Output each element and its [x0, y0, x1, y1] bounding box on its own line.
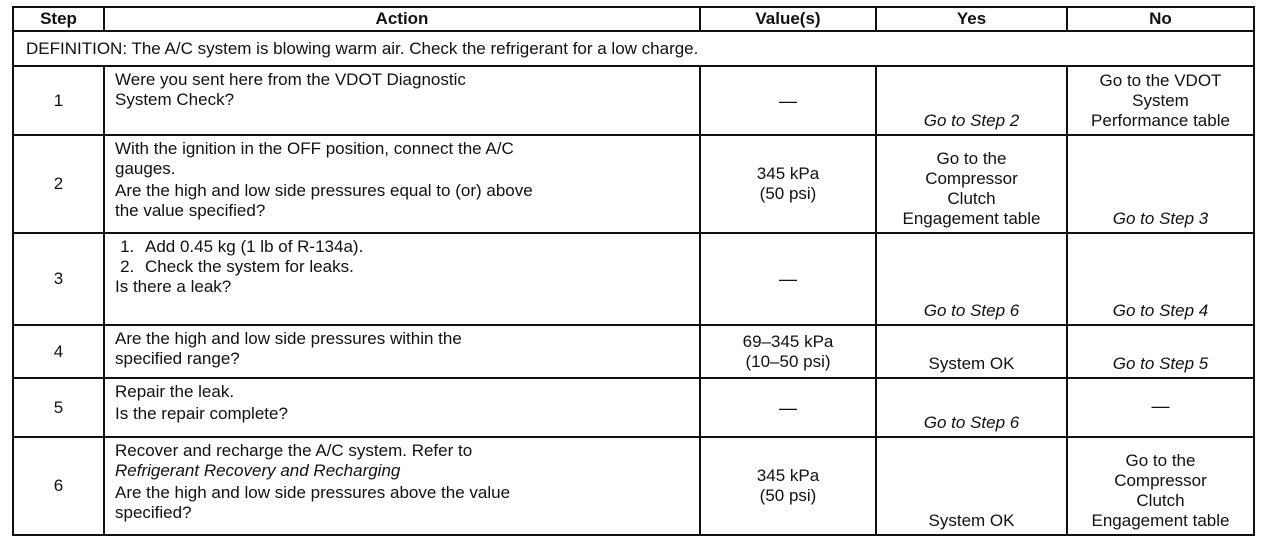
question-line: specified? [115, 503, 192, 523]
header-action: Action [104, 7, 700, 31]
action-line: gauges. [115, 159, 176, 179]
yes-cell: Go to Step 2 [876, 66, 1067, 135]
no-cell: Go to Step 4 [1067, 233, 1254, 325]
action-line: specified range? [115, 349, 240, 368]
step-number: 5 [13, 378, 104, 437]
header-row [13, 7, 1254, 31]
action-cell [104, 233, 700, 325]
no-cell: Go to Step 5 [1067, 325, 1254, 378]
no-line: Clutch [1136, 491, 1185, 510]
value-cell [700, 135, 876, 233]
value-line: 69–345 kPa [742, 331, 834, 351]
no-line: Go to the VDOT [1099, 71, 1222, 91]
action-cell [104, 135, 700, 233]
yes-line: Engagement table [902, 209, 1041, 229]
action-cell [104, 378, 700, 437]
step-number: 4 [13, 325, 104, 378]
definition-row [13, 31, 1254, 66]
yes-cell: System OK [876, 325, 1067, 378]
list-item: 2. Check the system for leaks. [139, 257, 691, 277]
no-cell: — [1067, 378, 1254, 437]
yes-line: Compressor [925, 169, 1018, 189]
question-line: the value specified? [115, 201, 266, 221]
value-cell [700, 437, 876, 535]
table-row [13, 233, 1254, 325]
no-line: Go to the [1125, 451, 1196, 470]
definition-text: DEFINITION: The A/C system is blowing warm air. Check the refrigerant for a low charge. [13, 31, 1254, 66]
list-item: 1. Add 0.45 kg (1 lb of R-134a). [139, 237, 691, 257]
no-cell [1067, 66, 1254, 135]
question-line: Is the repair complete? [115, 404, 288, 423]
header-step: Step [13, 7, 104, 31]
header-yes: Yes [876, 7, 1067, 31]
no-cell: Go to Step 3 [1067, 135, 1254, 233]
value-line: 345 kPa [756, 466, 820, 486]
table-row [13, 66, 1254, 135]
value-cell: — [700, 66, 876, 135]
table-row [13, 135, 1254, 233]
procedure-list [115, 237, 691, 277]
no-cell [1067, 437, 1254, 535]
value-line: 345 kPa [756, 164, 820, 184]
no-line: Performance table [1091, 111, 1230, 131]
yes-cell: System OK [876, 437, 1067, 535]
step-number: 6 [13, 437, 104, 535]
step-number: 3 [13, 233, 104, 325]
yes-cell: Go to Step 6 [876, 378, 1067, 437]
value-line: (50 psi) [759, 184, 817, 204]
header-no: No [1067, 7, 1254, 31]
action-cell [104, 437, 700, 535]
no-line: System [1132, 91, 1189, 111]
question-line: Is there a leak? [115, 277, 232, 297]
yes-cell [876, 135, 1067, 233]
action-cell [104, 325, 700, 378]
diagnostic-table [12, 6, 1255, 536]
value-line: (10–50 psi) [745, 351, 831, 371]
action-line: Were you sent here from the VDOT Diagnostic [115, 70, 466, 90]
yes-line: Clutch [947, 189, 996, 209]
action-line: Are the high and low side pressures within the [115, 329, 462, 348]
question-line: Are the high and low side pressures equal to (or) above [115, 181, 533, 201]
yes-cell: Go to Step 6 [876, 233, 1067, 325]
action-line: With the ignition in the OFF position, connect the A/C [115, 139, 514, 159]
action-cell [104, 66, 700, 135]
yes-line: Go to the [936, 149, 1007, 169]
value-cell: — [700, 378, 876, 437]
action-line: System Check? [115, 90, 235, 110]
table-row [13, 378, 1254, 437]
action-line: Repair the leak. [115, 382, 235, 401]
header-values: Value(s) [700, 7, 876, 31]
step-number: 2 [13, 135, 104, 233]
value-line: (50 psi) [759, 486, 817, 506]
action-line: Recover and recharge the A/C system. Refer to [115, 441, 473, 461]
reference-link[interactable]: Refrigerant Recovery and Recharging [115, 461, 401, 481]
table-row [13, 325, 1254, 378]
table-row [13, 437, 1254, 535]
step-number: 1 [13, 66, 104, 135]
no-line: Compressor [1114, 471, 1207, 490]
value-cell [700, 325, 876, 378]
no-line: Engagement table [1091, 511, 1230, 530]
value-cell: — [700, 233, 876, 325]
question-line: Are the high and low side pressures above the value [115, 483, 511, 503]
